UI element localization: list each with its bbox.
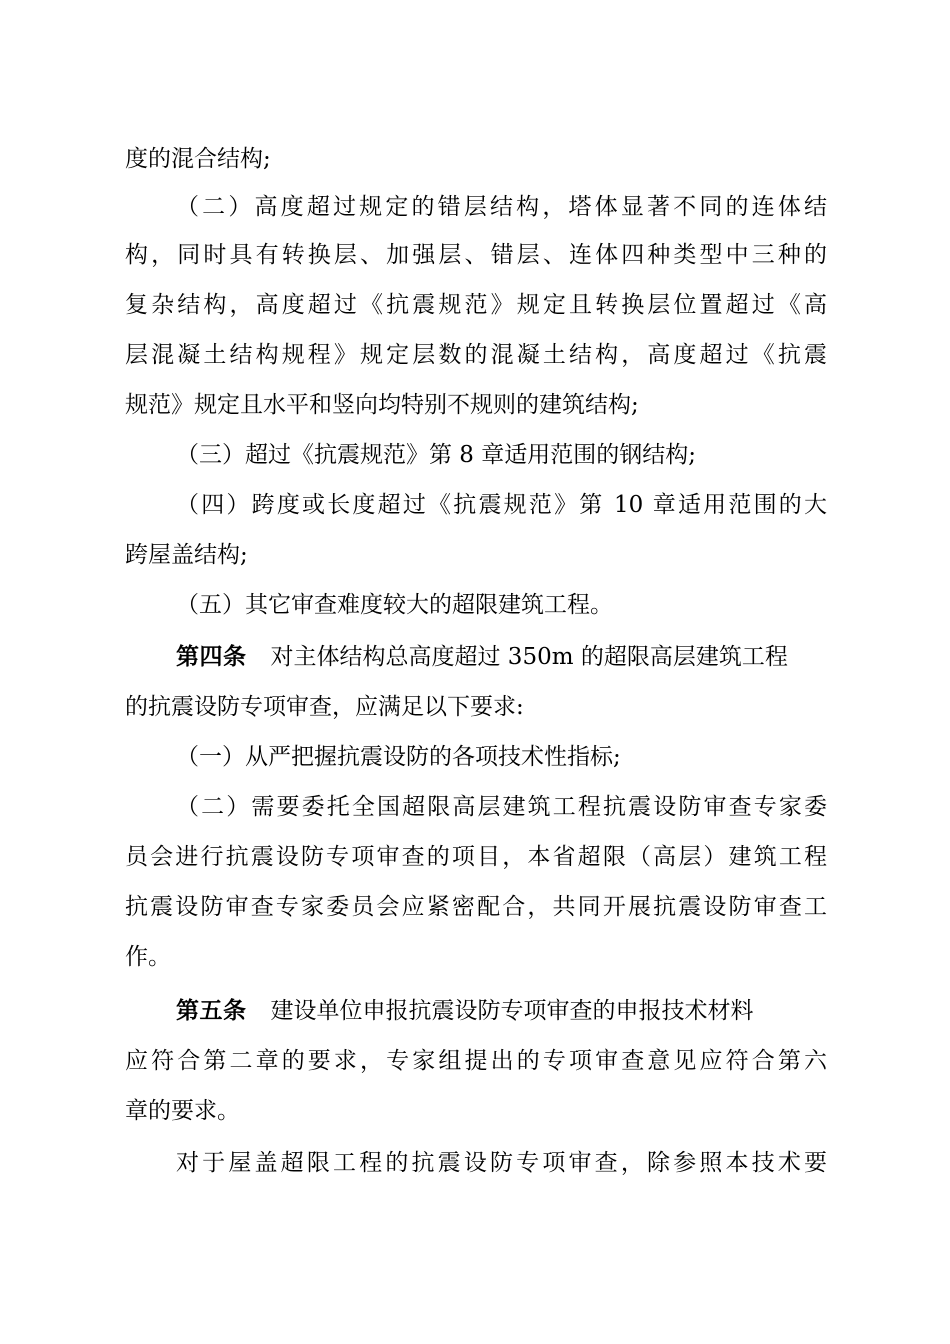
text-line: 章的要求。 <box>125 1098 240 1124</box>
text-line <box>125 142 827 176</box>
text-line: 的抗震设防专项审查，应满足以下要求: <box>125 694 524 720</box>
text-line: 员会进行抗震设防专项审查的项目，本省超限（高层）建筑工程 <box>125 844 827 870</box>
text-line: 对于屋盖超限工程的抗震设防专项审查，除参照本技术要 <box>176 1150 827 1176</box>
text-line: 应符合第二章的要求，专家组提出的专项审查意见应符合第六 <box>125 1048 827 1074</box>
text-line: 构，同时具有转换层、加强层、错层、连体四种类型中三种的 <box>125 242 827 268</box>
text-line: （二）需要委托全国超限高层建筑工程抗震设防审查专家委 <box>176 794 827 820</box>
text-line: （一）从严把握抗震设防的各项技术性指标; <box>176 744 621 770</box>
line-text: 度的混合结构; <box>125 146 271 172</box>
text-line: （三）超过《抗震规范》第 8 章适用范围的钢结构; <box>176 442 697 468</box>
line-text: 建设单位申报抗震设防专项审查的申报技术材料 <box>270 998 754 1024</box>
article-4-heading: 第四条 <box>176 644 247 670</box>
text-line: 跨屋盖结构; <box>125 542 248 568</box>
line-text: 对主体结构总高度超过 350m 的超限高层建筑工程 <box>270 644 788 670</box>
article-5-heading: 第五条 <box>176 998 247 1024</box>
text-line: （五）其它审查难度较大的超限建筑工程。 <box>176 592 613 618</box>
article-4-line <box>176 640 827 674</box>
text-line: 规范》规定且水平和竖向均特别不规则的建筑结构; <box>125 392 639 418</box>
text-line: （二）高度超过规定的错层结构，塔体显著不同的连体结 <box>176 194 827 220</box>
text-line: 作。 <box>125 944 171 970</box>
text-line: 复杂结构，高度超过《抗震规范》规定且转换层位置超过《高 <box>125 292 827 318</box>
text-line: 层混凝土结构规程》规定层数的混凝土结构，高度超过《抗震 <box>125 342 827 368</box>
article-5-line <box>176 994 827 1028</box>
text-line: （四）跨度或长度超过《抗震规范》第 10 章适用范围的大 <box>176 492 827 518</box>
text-line: 抗震设防审查专家委员会应紧密配合，共同开展抗震设防审查工 <box>125 894 827 920</box>
